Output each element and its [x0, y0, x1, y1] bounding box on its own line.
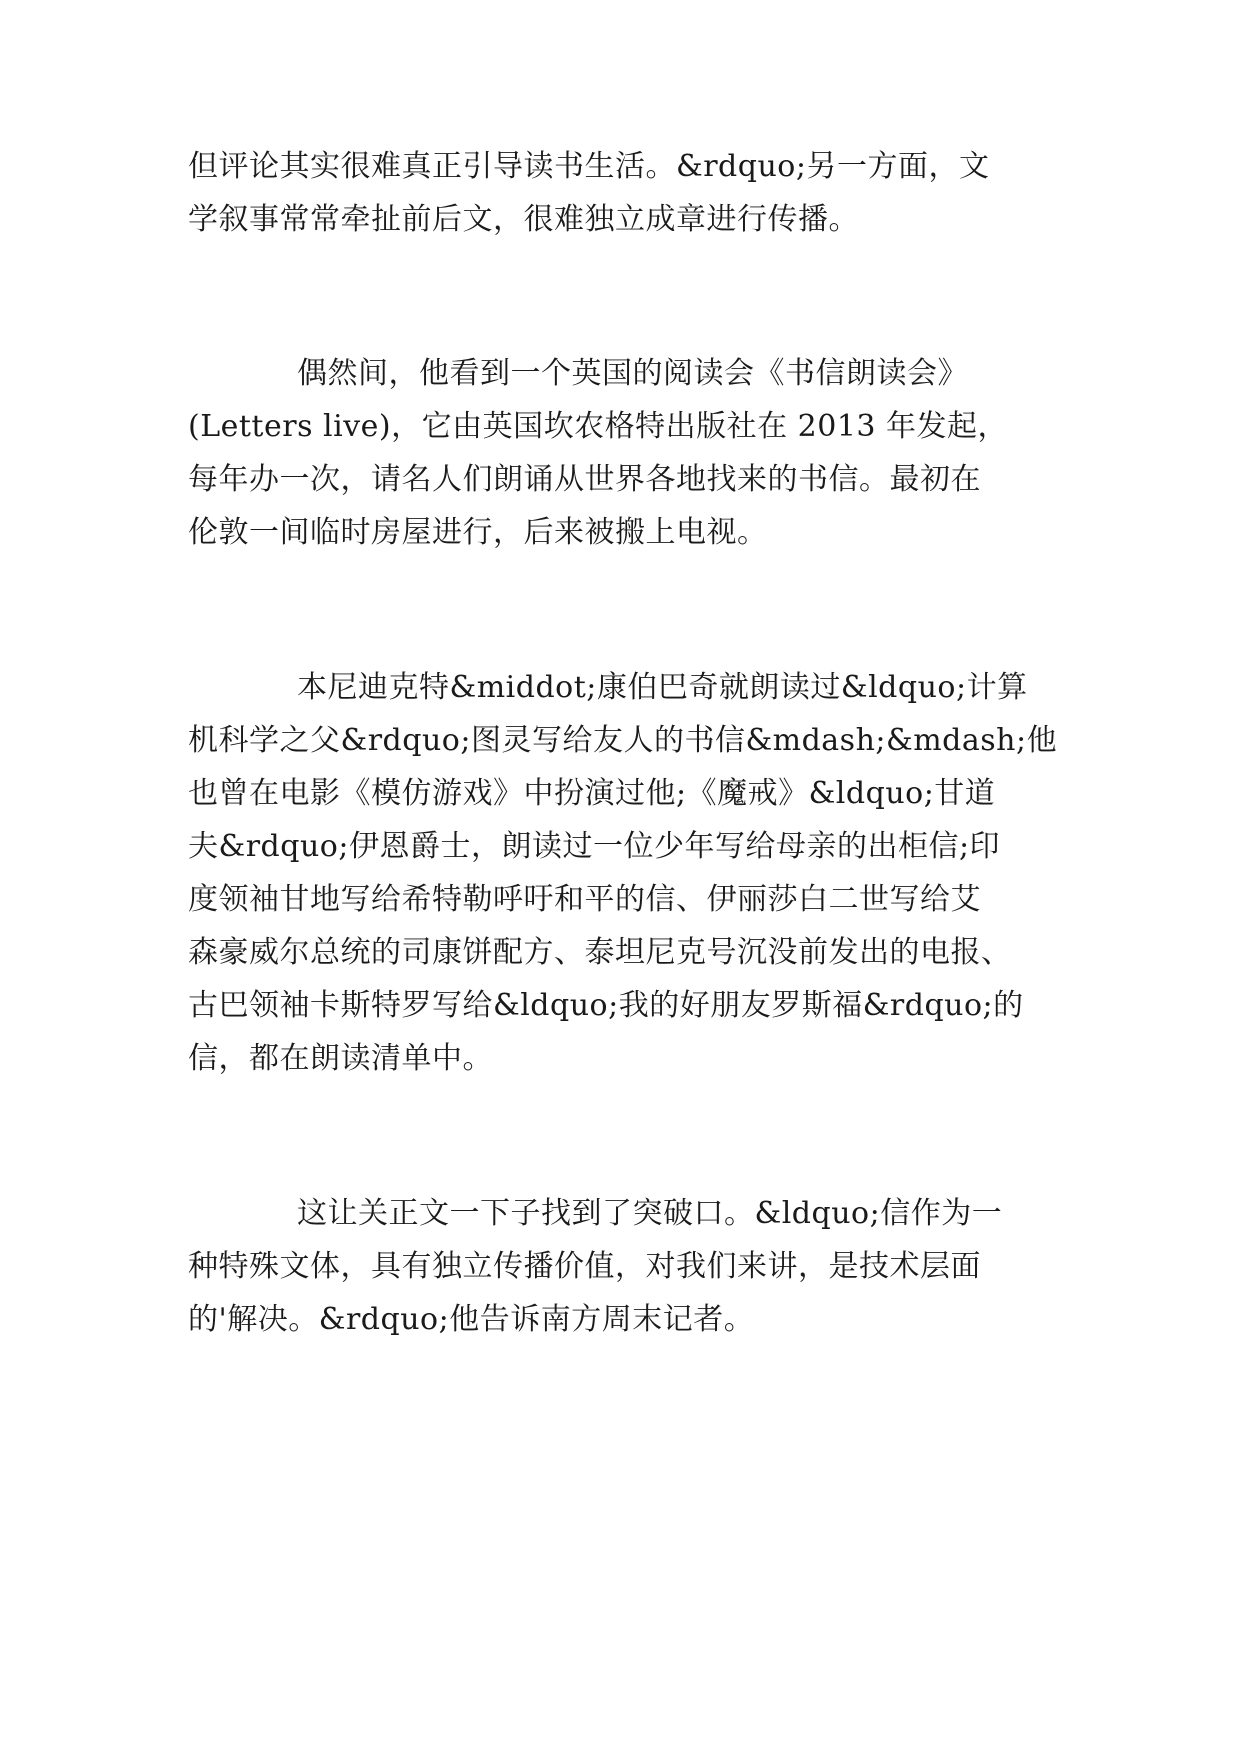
paragraph-3-line-4: 夫&rdquo;伊恩爵士，朗读过一位少年写给母亲的出柜信;印 — [188, 829, 1001, 864]
paragraph-2-line-4: 伦敦一间临时房屋进行，后来被搬上电视。 — [188, 515, 768, 550]
paragraph-3-line-6: 森豪威尔总统的司康饼配方、泰坦尼克号沉没前发出的电报、 — [188, 935, 1012, 970]
paragraph-4-line-1: 这让关正文一下子找到了突破口。&ldquo;信作为一 — [297, 1196, 1003, 1231]
paragraph-3-line-2: 机科学之父&rdquo;图灵写给友人的书信&mdash;&mdash;他 — [188, 723, 1058, 758]
paragraph-3-line-7: 古巴领袖卡斯特罗写给&ldquo;我的好朋友罗斯福&rdquo;的 — [188, 988, 1024, 1023]
paragraph-2-line-2: (Letters live)，它由英国坎农格特出版社在 2013 年发起， — [188, 409, 1009, 444]
paragraph-1-line-2: 学叙事常常牵扯前后文，很难独立成章进行传播。 — [188, 202, 859, 237]
paragraph-4-line-2: 种特殊文体，具有独立传播价值，对我们来讲，是技术层面 — [188, 1249, 981, 1284]
paragraph-3-line-8: 信，都在朗读清单中。 — [188, 1041, 493, 1076]
paragraph-3-line-3: 也曾在电影《模仿游戏》中扮演过他;《魔戒》&ldquo;甘道 — [188, 776, 996, 811]
paragraph-2-line-3: 每年办一次，请名人们朗诵从世界各地找来的书信。最初在 — [188, 462, 981, 497]
paragraph-4-line-3: 的'解决。&rdquo;他告诉南方周末记者。 — [188, 1302, 755, 1337]
paragraph-3-line-5: 度领袖甘地写给希特勒呼吁和平的信、伊丽莎白二世写给艾 — [188, 882, 981, 917]
paragraph-1-line-1: 但评论其实很难真正引导读书生活。&rdquo;另一方面，文 — [188, 149, 990, 184]
paragraph-2-line-1: 偶然间，他看到一个英国的阅读会《书信朗读会》 — [297, 356, 968, 391]
paragraph-3-line-1: 本尼迪克特&middot;康伯巴奇就朗读过&ldquo;计算 — [297, 670, 1028, 705]
